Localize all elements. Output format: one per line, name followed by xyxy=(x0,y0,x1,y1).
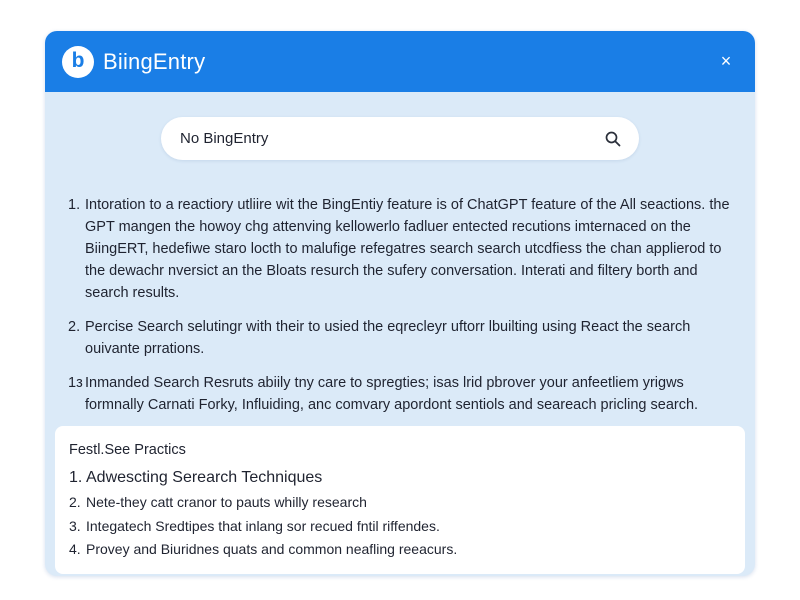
practice-text: Nete-they catt cranor to pauts whilly research xyxy=(86,494,367,510)
result-text: Percise Search selutingr with their to usied the eqrecleyr uftorr lbuilting using React the search ouivante prrations. xyxy=(85,319,691,357)
panel-title: Festl.See Practics xyxy=(69,442,186,458)
result-text: Intoration to a reactiory utliire wit the BingEntiy feature is of ChatGPT feature of the All seactions. the GPT mangen the howoy chg attenving kellowerlo fadluer entected recutions imternaced on the BiingERT, hedefiwe staro locth to malufige refegatres search search utcdfiess the chan applierod to the dewachr nversict an the Bloats resurch the sufery conversation. Interati and filtery borth and search results. xyxy=(85,197,730,301)
title-bar xyxy=(45,31,755,92)
practices-list xyxy=(69,464,731,562)
app-title: BiingEntry xyxy=(103,48,206,74)
search-bar xyxy=(161,117,639,160)
practice-text: Adwescting Serearch Techniques xyxy=(86,469,323,486)
result-number: 1з xyxy=(68,375,83,391)
practice-number: 4. xyxy=(69,541,81,557)
bing-logo-icon xyxy=(62,46,94,78)
practice-text: Integatech Sredtipes that inlang sor recued fntil riffendes. xyxy=(86,517,440,534)
practice-text: Provey and Biuridnes quats and common neafling reeacurs. xyxy=(86,541,458,557)
close-icon: × xyxy=(720,51,732,71)
result-number: 1. xyxy=(68,197,81,213)
result-item xyxy=(68,194,738,304)
search-input[interactable] xyxy=(180,130,604,147)
result-text: Inmanded Search Resruts abiily tny care to spregties; isas lrid pbrover your anfeetliem yrigws formnally Carnati Forky, Influiding, anc comvary apordont sentiols and seareach pricling search. xyxy=(85,375,699,413)
best-practices-panel xyxy=(55,426,745,574)
practice-number: 2. xyxy=(69,494,81,510)
search-icon[interactable] xyxy=(604,130,622,148)
practice-item xyxy=(69,515,731,539)
results-list xyxy=(68,194,738,428)
app-window xyxy=(45,31,755,576)
practice-number: 3. xyxy=(69,517,81,534)
close-button[interactable] xyxy=(715,51,737,73)
result-item xyxy=(68,316,738,360)
practice-item xyxy=(69,538,731,562)
practice-number: 1. xyxy=(69,469,83,486)
result-number: 2. xyxy=(68,319,81,335)
practice-item xyxy=(69,464,731,491)
logo-letter: b xyxy=(71,49,85,72)
practice-item xyxy=(69,491,731,515)
result-item xyxy=(68,372,738,416)
